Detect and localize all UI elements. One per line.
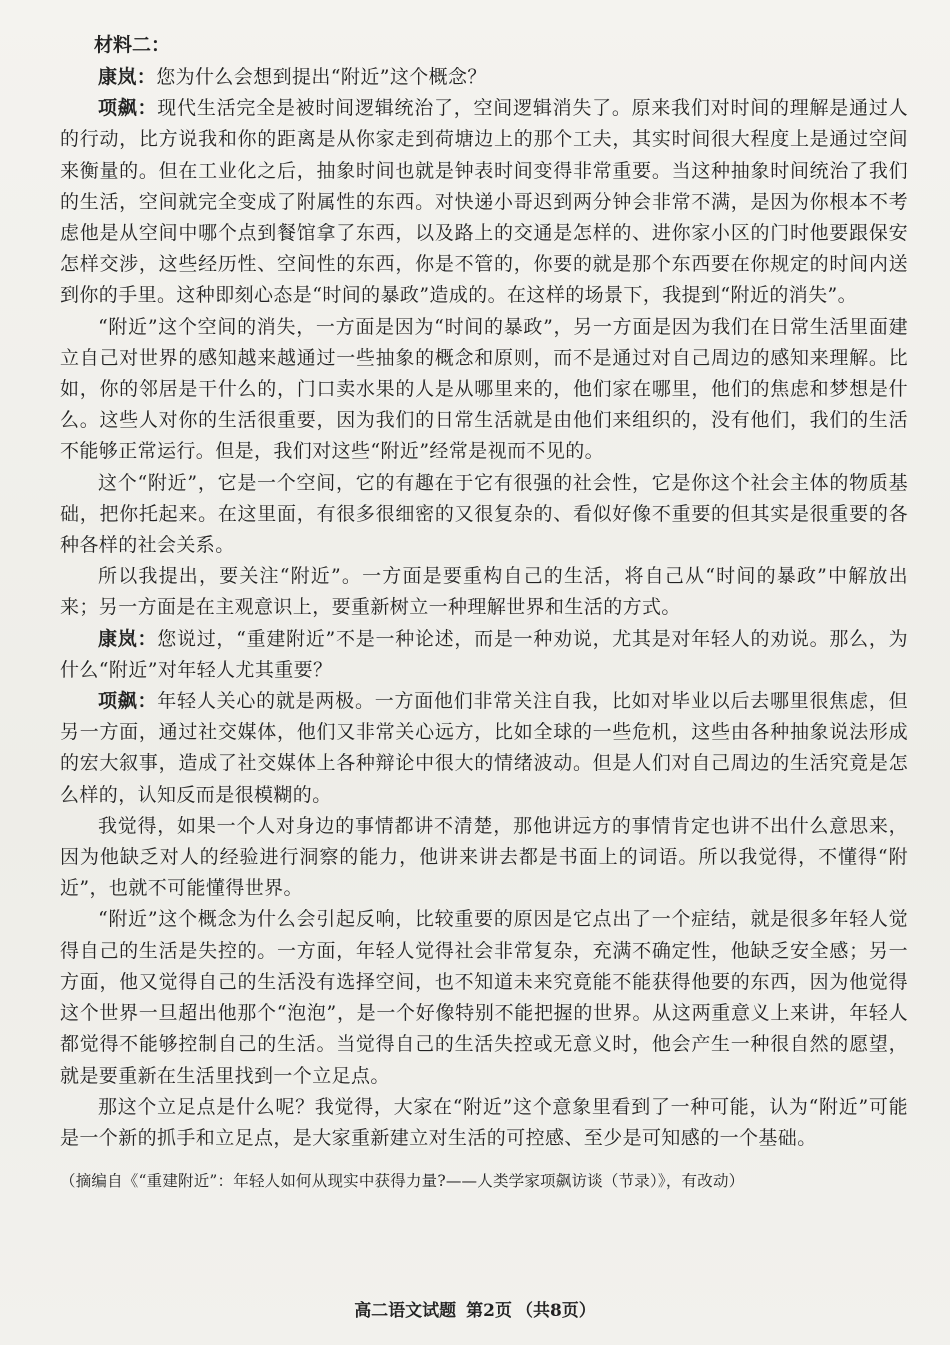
section-title: 材料二： <box>94 34 171 56</box>
speaker-label: 康岚： <box>98 627 158 650</box>
paragraph-text: 您为什么会想到提出“附近”这个概念？ <box>156 66 487 88</box>
paragraph-text: 这个“附近”，它是一个空间，它的有趣在于它有很强的社会性，它是你这个社会主体的物质基础，把你托起来。在这里面，有很多很细密的又很复杂的、看似好像不重要的但其实是很重要的各种各样的社会关系。 <box>60 471 908 557</box>
body-paragraph <box>60 468 908 562</box>
paragraph-text: 所以我提出，要关注“附近”。一方面是要重构自己的生活，将自己从“时间的暴政”中解放出来；另一方面是在主观意识上，要重新树立一种理解世界和生活的方式。 <box>60 565 908 619</box>
dialogue-paragraph <box>60 686 908 811</box>
page-total: （共8页） <box>515 1301 596 1321</box>
paragraph-text: 年轻人关心的就是两极。一方面他们非常关注自我，比如对毕业以后去哪里很焦虑，但另一方面，通过社交媒体，他们又非常关心远方，比如全球的一些危机，这些由各种抽象说法形成的宏大叙事，造成了社交媒体上各种辩论中很大的情绪波动。但是人们对自己周边的生活究竟是怎么样的，认知反而是很模糊的。 <box>60 690 908 806</box>
paragraph-text: 您说过，“重建附近”不是一种论述，而是一种劝说，尤其是对年轻人的劝说。那么，为什么“附近”对年轻人尤其重要？ <box>60 627 909 681</box>
body-paragraph <box>60 811 908 905</box>
paragraph-text: 现代生活完全是被时间逻辑统治了，空间逻辑消失了。原来我们对时间的理解是通过人的行动，比方说我和你的距离是从你家走到荷塘边上的那个工夫，其实时间很大程度上是通过空间来衡量的。但在工业化之后，抽象时间也就是钟表时间变得非常重要。当这种抽象时间统治了我们的生活，空间就完全变成了附属性的东西。对快递小哥迟到两分钟会非常不满，是因为你根本不考虑他是从空间中哪个点到餐馆拿了东西，以及路上的交通是怎样的、进你家小区的门时他要跟保安怎样交涉，这些经历性、空间性的东西，你是不管的，你要的就是那个东西要在你规定的时间内送到你的手里。这种即刻心态是“时间的暴政”造成的。在这样的场景下，我提到“附近的消失”。 <box>60 97 908 307</box>
speaker-label: 项飙： <box>98 690 158 713</box>
page-footer <box>0 1298 950 1324</box>
paragraph-text: “附近”这个空间的消失，一方面是因为“时间的暴政”，另一方面是因为我们在日常生活里面建立自己对世界的感知越来越通过一些抽象的概念和原则，而不是通过对自己周边的感知来理解。比如，你的邻居是干什么的，门口卖水果的人是从哪里来的，他们家在哪里，他们的焦虑和梦想是什么。这些人对你的生活很重要，因为我们的日常生活就是由他们来组织的，没有他们，我们的生活不能够正常运行。但是，我们对这些“附近”经常是视而不见的。 <box>60 315 908 463</box>
body-paragraph <box>60 904 908 1091</box>
speaker-label: 项飙： <box>98 97 158 120</box>
dialogue-paragraph <box>60 62 908 93</box>
paragraph-text: 我觉得，如果一个人对身边的事情都讲不清楚，那他讲远方的事情肯定也讲不出什么意思来，因为他缺乏对人的经验进行洞察的能力，他讲来讲去都是书面上的词语。所以我觉得，不懂得“附近”，也就不可能懂得世界。 <box>60 814 908 900</box>
body-paragraph <box>60 312 908 468</box>
body-paragraph <box>60 561 908 623</box>
exam-title: 高二语文试题 <box>354 1301 457 1321</box>
source-note: （摘编自《“重建附近”：年轻人如何从现实中获得力量?——人类学家项飙访谈（节录）》，有改动） <box>60 1172 745 1191</box>
paragraph-text: 那这个立足点是什么呢？我觉得，大家在“附近”这个意象里看到了一种可能，认为“附近”可能是一个新的抓手和立足点，是大家重新建立对生活的可控感、至少是可知感的一个基础。 <box>60 1095 908 1149</box>
dialogue-paragraph <box>60 93 908 311</box>
paragraph-text: “附近”这个概念为什么会引起反响，比较重要的原因是它点出了一个症结，就是很多年轻人觉得自己的生活是失控的。一方面，年轻人觉得社会非常复杂，充满不确定性，他缺乏安全感；另一方面，他又觉得自己的生活没有选择空间，也不知道未来究竟能不能获得他要的东西，因为他觉得这个世界一旦超出他那个“泡泡”，是一个好像特别不能把握的世界。从这两重意义上来讲，年轻人都觉得不能够控制自己的生活。当觉得自己的生活失控或无意义时，他会产生一种很自然的愿望，就是要重新在生活里找到一个立足点。 <box>60 908 908 1087</box>
page-number: 第2页 <box>466 1301 512 1321</box>
speaker-label: 康岚： <box>98 66 157 88</box>
body-paragraph <box>60 1092 908 1154</box>
dialogue-paragraph <box>60 624 908 686</box>
